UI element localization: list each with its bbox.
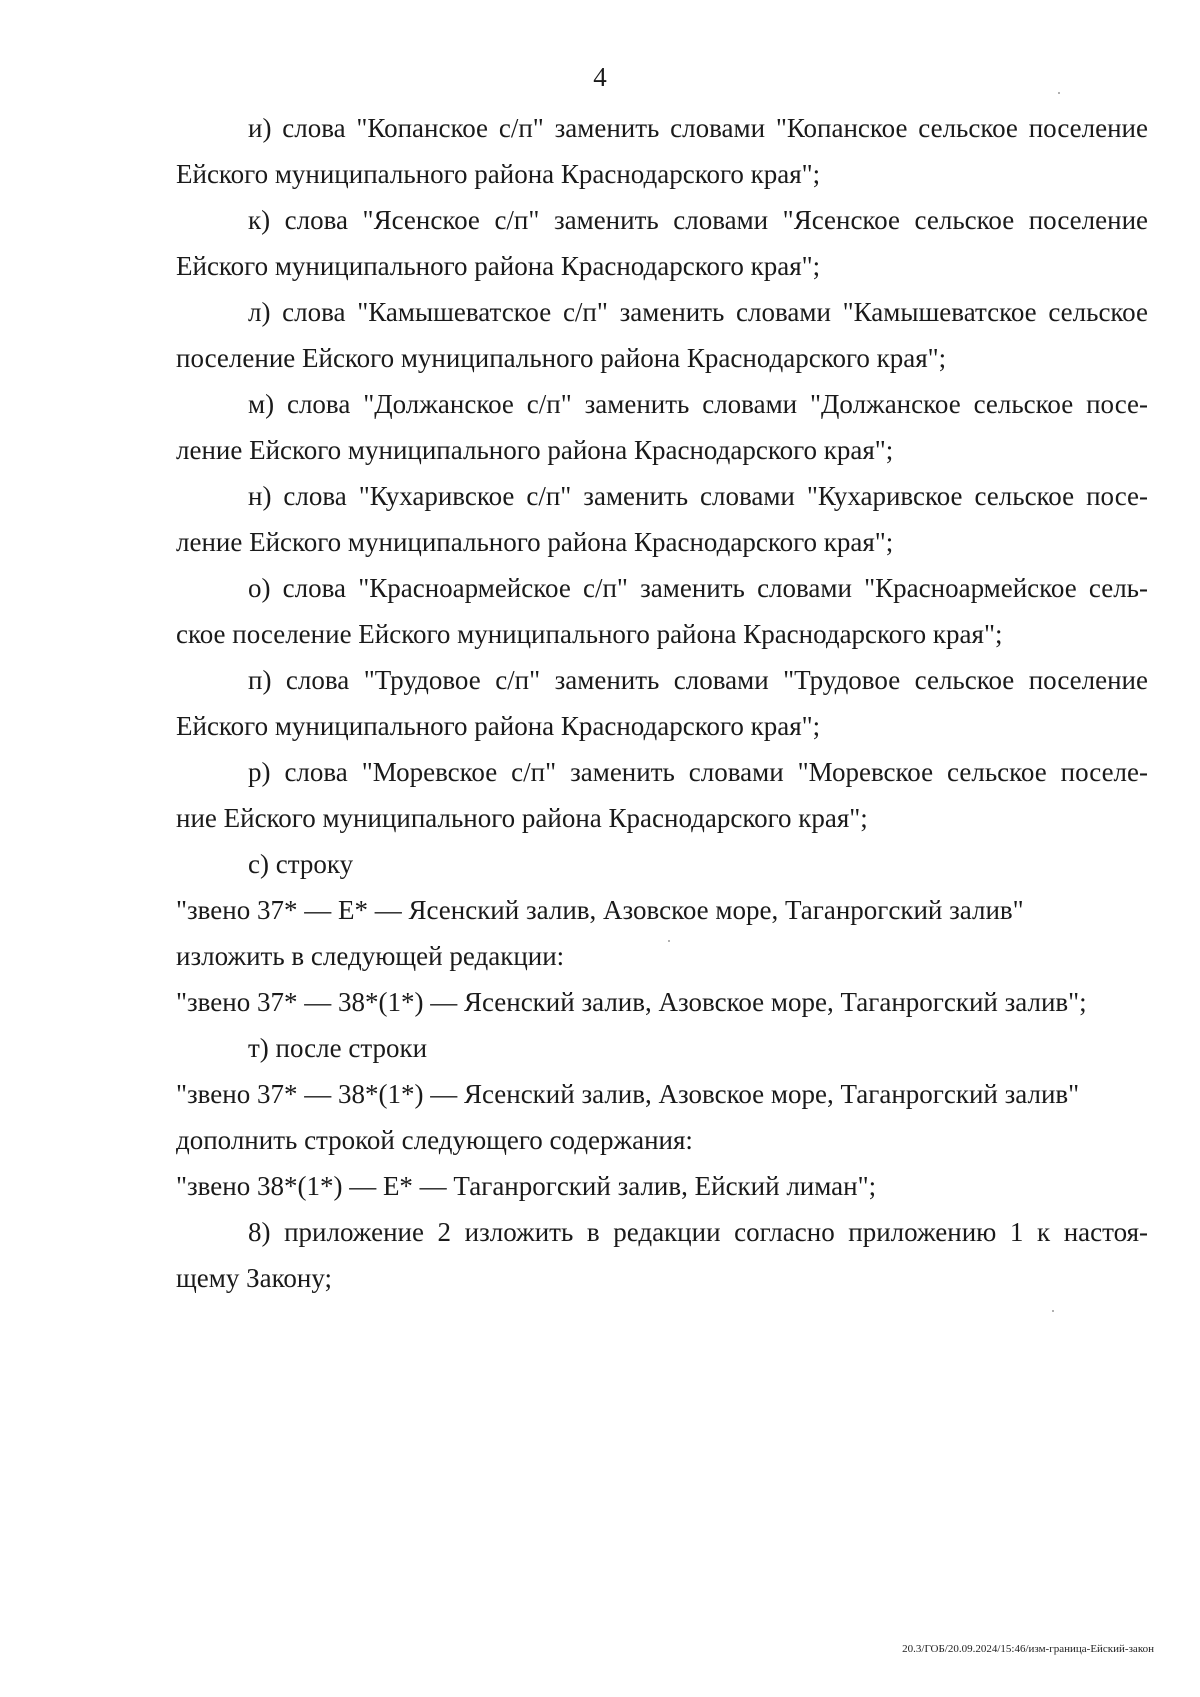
scan-speck bbox=[1058, 92, 1060, 94]
text-line: р) слова "Моревское с/п" заменить словами "Моревское сельское поселе- bbox=[248, 757, 1148, 787]
document-footer-code: 20.3/ГОБ/20.09.2024/15:46/изм-граница-Ейский-закон bbox=[902, 1643, 1154, 1655]
text-line: Ейского муниципального района Краснодарского края"; bbox=[176, 711, 821, 741]
text-line: ление Ейского муниципального района Краснодарского края"; bbox=[176, 435, 894, 465]
quoted-line: "звено 37* — 38*(1*) — Ясенский залив, Азовское море, Таганрогский залив" bbox=[176, 1079, 1080, 1109]
text-line: с) строку bbox=[248, 849, 354, 879]
text-line: п) слова "Трудовое с/п" заменить словами "Трудовое сельское поселение bbox=[248, 665, 1148, 695]
text-line: н) слова "Кухаривское с/п" заменить словами "Кухаривское сельское посе- bbox=[248, 481, 1148, 511]
text-line: дополнить строкой следующего содержания: bbox=[176, 1125, 693, 1155]
quoted-line: "звено 37* — Е* — Ясенский залив, Азовское море, Таганрогский залив" bbox=[176, 895, 1024, 925]
text-line: т) после строки bbox=[248, 1033, 428, 1063]
text-line: к) слова "Ясенское с/п" заменить словами "Ясенское сельское поселение bbox=[248, 205, 1148, 235]
quoted-line: "звено 37* — 38*(1*) — Ясенский залив, Азовское море, Таганрогский залив"; bbox=[176, 987, 1087, 1017]
scan-speck bbox=[668, 940, 670, 942]
text-line: щему Закону; bbox=[176, 1263, 332, 1293]
scan-speck bbox=[1052, 1310, 1054, 1312]
text-line: Ейского муниципального района Краснодарского края"; bbox=[176, 251, 821, 281]
text-line: о) слова "Красноармейское с/п" заменить словами "Красноармейское сель- bbox=[248, 573, 1148, 603]
text-line: 8) приложение 2 изложить в редакции согласно приложению 1 к настоя- bbox=[248, 1217, 1148, 1247]
text-line: поселение Ейского муниципального района Краснодарского края"; bbox=[176, 343, 947, 373]
text-line: ние Ейского муниципального района Краснодарского края"; bbox=[176, 803, 868, 833]
text-line: ление Ейского муниципального района Краснодарского края"; bbox=[176, 527, 894, 557]
quoted-line: "звено 38*(1*) — Е* — Таганрогский залив, Ейский лиман"; bbox=[176, 1171, 877, 1201]
text-line: ское поселение Ейского муниципального района Краснодарского края"; bbox=[176, 619, 1003, 649]
text-line: изложить в следующей редакции: bbox=[176, 941, 565, 971]
text-line: м) слова "Должанское с/п" заменить словами "Должанское сельское посе- bbox=[248, 389, 1148, 419]
page-number: 4 bbox=[593, 62, 607, 92]
text-line: л) слова "Камышеватское с/п" заменить словами "Камышеватское сельское bbox=[248, 297, 1148, 327]
text-line: Ейского муниципального района Краснодарского края"; bbox=[176, 159, 821, 189]
text-line: и) слова "Копанское с/п" заменить словами "Копанское сельское поселение bbox=[248, 113, 1148, 143]
